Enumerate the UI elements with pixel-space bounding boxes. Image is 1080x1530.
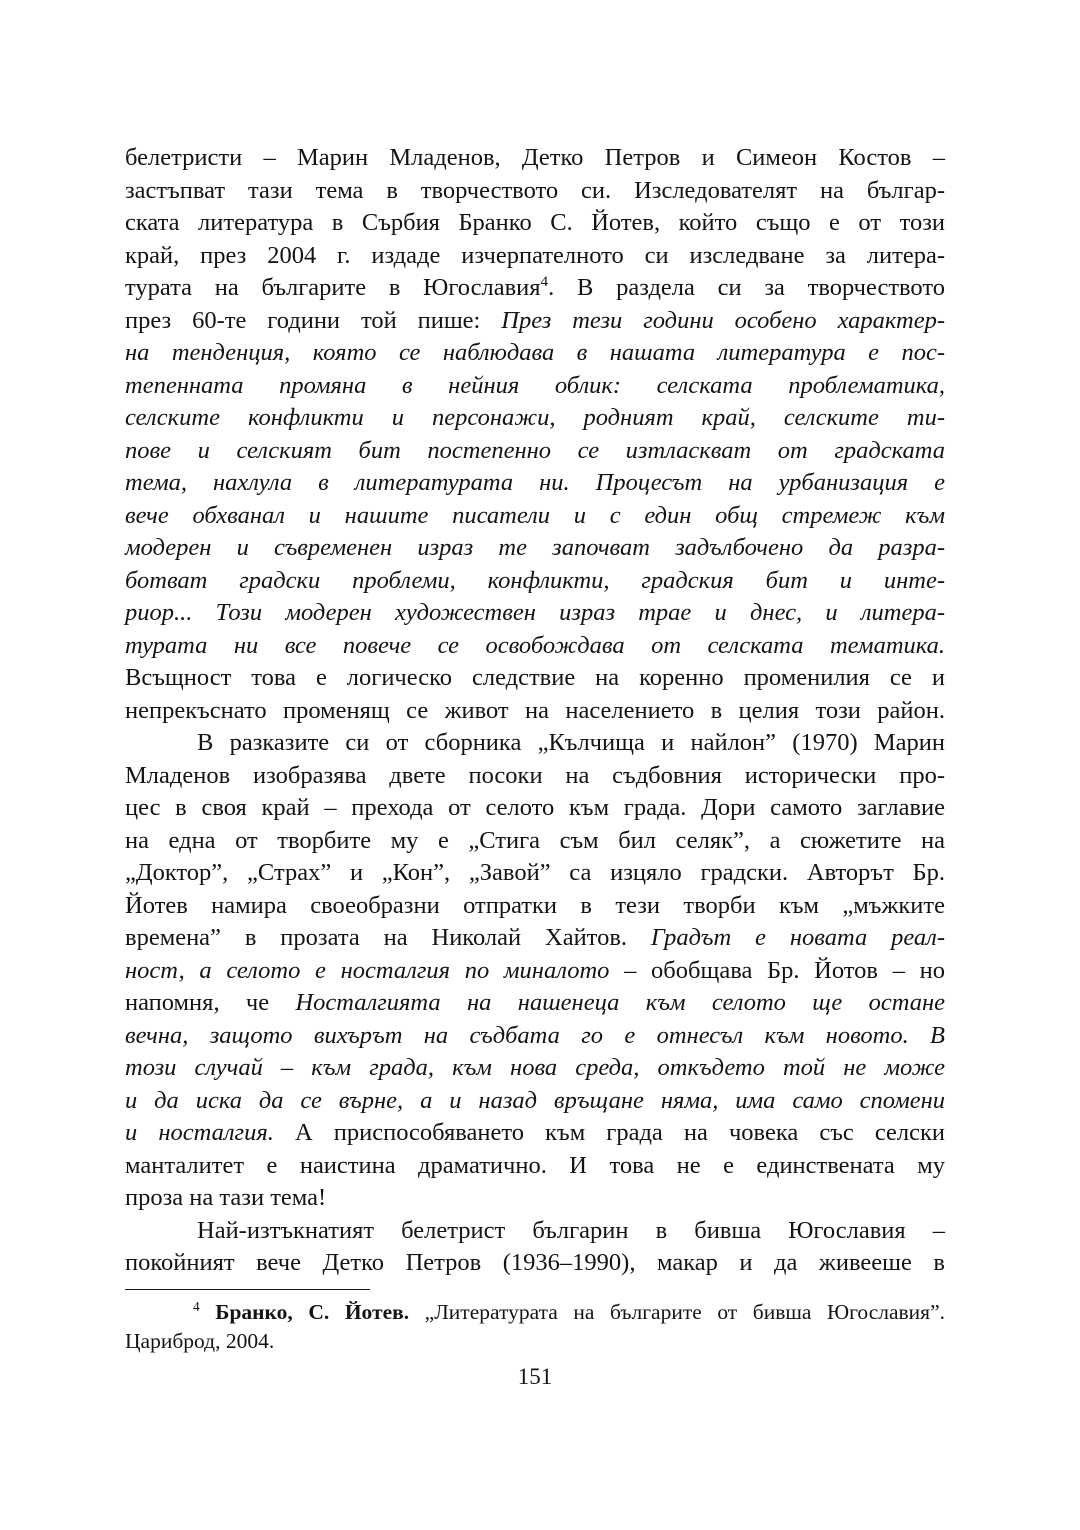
text-run: турата на българите в Югославия — [125, 274, 541, 301]
text-run: белетристи – Марин Младенов, Детко Петров и Симеон Костов – — [125, 144, 945, 171]
text-run: времена” в прозата на Николай Хайтов. — [125, 924, 651, 951]
text-run: през 60-те години той пише: — [125, 306, 502, 334]
text-run: Най-изтъкнатият белетрист българин в бивша Югославия – — [197, 1216, 945, 1244]
text-line — [125, 857, 945, 890]
text-run: Всъщност това е логическо следствие на коренно променилия се и — [125, 664, 945, 691]
text-line — [125, 630, 945, 663]
text-line — [125, 337, 945, 370]
text-run: А приспособяването към града на човека със селски — [273, 1119, 945, 1146]
text-run: „Литературата на българите от бивша Югославия”. — [409, 1300, 945, 1324]
text-run: непрекъснато променящ се живот на населението в целия този район. — [125, 696, 945, 724]
text-line — [125, 695, 945, 728]
text-line — [125, 435, 945, 468]
text-line — [125, 532, 945, 565]
text-line — [125, 305, 945, 338]
text-line — [125, 890, 945, 923]
text-run: напомня, че — [125, 989, 296, 1016]
text-line — [125, 467, 945, 500]
text-run: „Доктор”, „Страх” и „Кон”, „Завой” са изцяло градски. Авторът Бр. — [125, 859, 945, 886]
text-run: пове и селският бит постепенно се изтласкват от градската — [125, 436, 945, 464]
text-line — [125, 370, 945, 403]
text-run: Йотев намира своеобразни отпратки в тези творби към „мъжките — [125, 891, 945, 919]
text-run: Бранко, С. Йотев. — [215, 1300, 410, 1324]
text-line — [125, 955, 945, 988]
text-body — [125, 142, 945, 1280]
text-line — [125, 500, 945, 533]
text-run: През тези години особено характер- — [501, 306, 945, 334]
text-run: тема, нахлула в литературата ни. Процесът на урбанизация е — [125, 469, 945, 496]
text-line — [125, 792, 945, 825]
text-run: В разказите си от сборника „Кълчища и найлон” (1970) Марин — [197, 729, 945, 756]
text-line — [125, 1247, 945, 1280]
text-run: турата ни все повече се освобождава от селската тематика. — [125, 631, 945, 659]
text-run: този случай – към града, към нова среда, откъдето той не може — [125, 1054, 945, 1081]
text-line — [125, 272, 945, 305]
text-run: . В раздела си за творчеството — [548, 274, 945, 301]
text-line — [125, 1150, 945, 1183]
text-run: тепенната промяна в нейния облик: селската проблематика, — [125, 371, 945, 399]
text-run: Носталгията на нашенеца към селото ще остане — [295, 989, 945, 1016]
text-line — [125, 240, 945, 273]
text-line — [125, 1052, 945, 1085]
text-run: вечна, защото вихърът на съдбата го е отнесъл към новото. В — [125, 1021, 945, 1049]
text-line — [125, 175, 945, 208]
text-run: на една от творбите му е „Стига съм бил селяк”, а сюжетите на — [125, 826, 945, 854]
text-run: ската литература в Сърбия Бранко С. Йотев, който също е от този — [125, 209, 945, 236]
footnote-ref-marker: 4 — [540, 272, 549, 290]
footnote-separator — [125, 1289, 370, 1290]
text-line — [125, 1298, 945, 1327]
page-number: 151 — [517, 1364, 553, 1389]
text-run: проза на тази тема! — [125, 1184, 327, 1211]
text-run: и носталгия. — [125, 1119, 274, 1146]
text-run — [200, 1300, 216, 1324]
text-run: Младенов изобразява двете посоки на съдбовния исторически про- — [125, 761, 945, 789]
text-run: цес в своя край – прехода от селото към града. Дори самото заглавие — [125, 794, 945, 821]
text-run: риор... Този модерен художествен израз трае и днес, и литера- — [125, 599, 945, 626]
text-run: и да иска да се върне, а и назад връщане няма, има само спомени — [125, 1086, 945, 1114]
text-line — [125, 727, 945, 760]
text-run: модерен и съвременен израз те започват задълбочено да разра- — [125, 534, 945, 561]
text-run: селските конфликти и персонажи, родният край, селските ти- — [125, 404, 945, 431]
text-line — [125, 1117, 945, 1150]
footnote-ref-marker: 4 — [193, 1298, 200, 1314]
text-run: покойният вече Детко Петров (1936–1990), макар и да живееше в — [125, 1249, 945, 1276]
text-line — [125, 1085, 945, 1118]
text-run: на тенденция, която се наблюдава в нашата литература е пос- — [125, 339, 945, 366]
text-line — [125, 402, 945, 435]
text-run: ност, а селото е носталгия по миналото — [125, 956, 610, 984]
text-run: Градът е новата реал- — [650, 924, 945, 951]
text-line — [125, 760, 945, 793]
text-line — [125, 565, 945, 598]
footnote — [125, 1298, 945, 1356]
text-run: застъпват тази тема в творчеството си. Изследователят на българ- — [125, 176, 945, 204]
text-line — [125, 142, 945, 175]
text-line — [125, 1215, 945, 1248]
text-line — [125, 987, 945, 1020]
text-line — [125, 597, 945, 630]
text-line — [125, 207, 945, 240]
text-run: вече обхванал и нашите писатели и с един общ стремеж към — [125, 501, 945, 529]
text-run: край, през 2004 г. издаде изчерпателното си изследване за литера- — [125, 241, 945, 269]
text-line — [125, 1020, 945, 1053]
text-line — [125, 922, 945, 955]
text-line — [125, 662, 945, 695]
text-run: ботват градски проблеми, конфликти, градския бит и инте- — [125, 566, 945, 594]
text-run: – обобщава Бр. Йотов – но — [609, 956, 946, 984]
text-line — [125, 1327, 945, 1356]
text-line — [125, 1182, 945, 1215]
text-run: Цариброд, 2004. — [125, 1329, 275, 1353]
text-run: манталитет е наистина драматично. И това не е единствената му — [125, 1151, 945, 1179]
text-line — [125, 825, 945, 858]
